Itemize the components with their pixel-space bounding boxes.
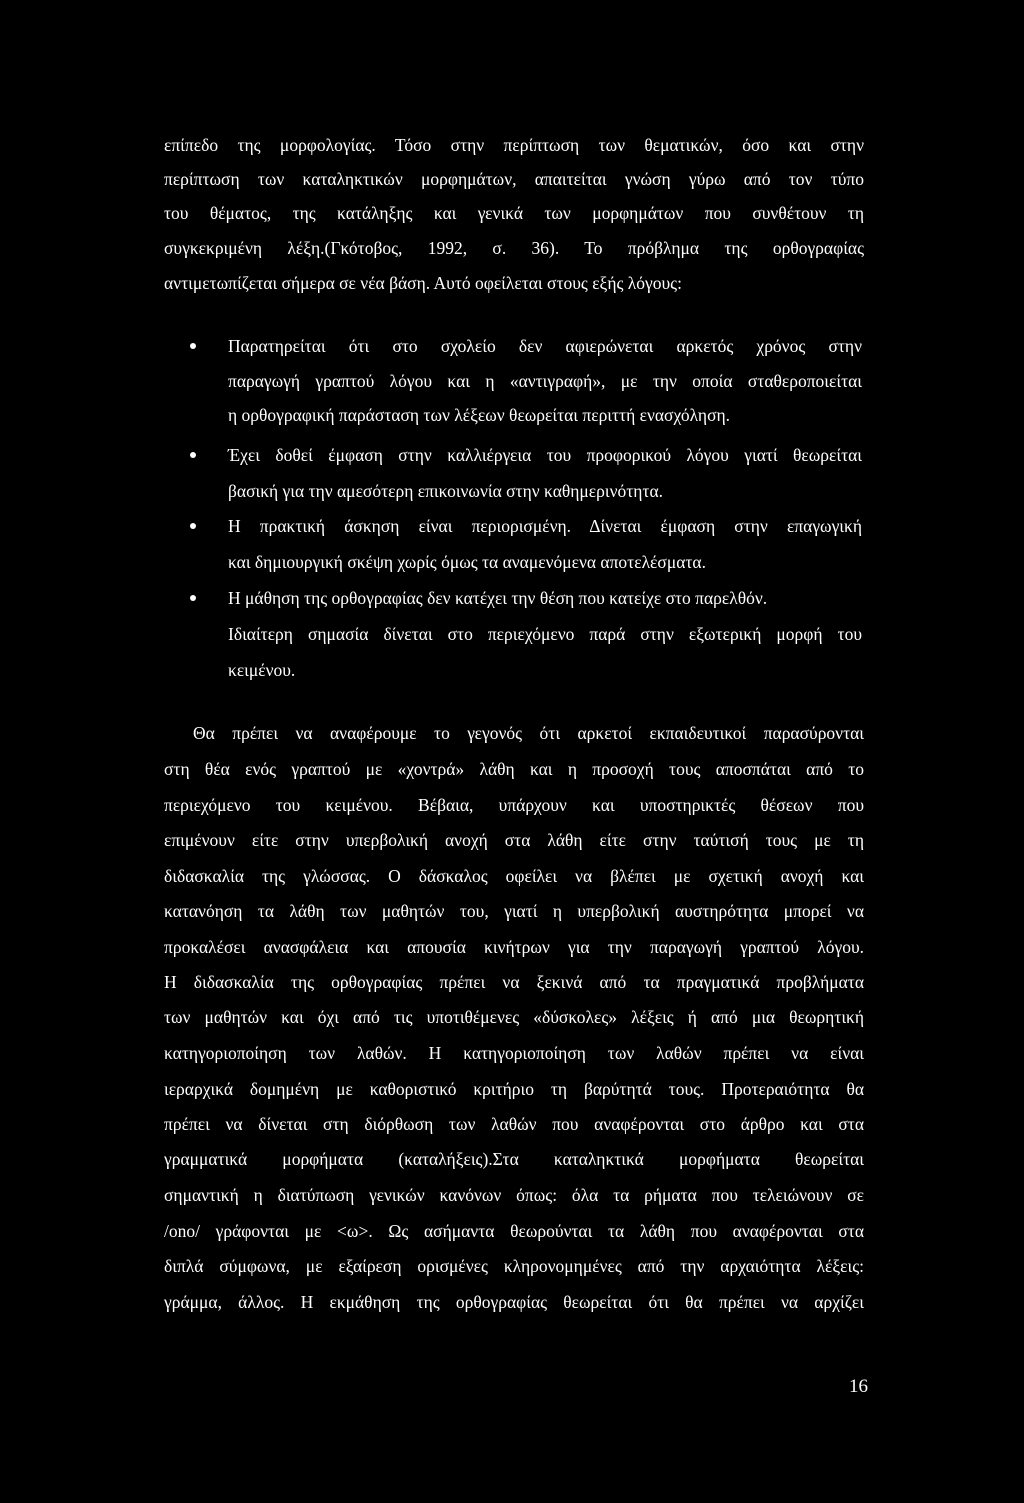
body-line: διδασκαλία της γλώσσας. Ο δάσκαλος οφείλει να βλέπει με σχετική ανοχή και [164,866,864,886]
bullet-dot [190,523,196,529]
bullet-dot [190,595,196,601]
body-line: στη θέα ενός γραπτού με «χοντρά» λάθη και η προσοχή τους αποσπάται από το [164,759,864,779]
body-line: διπλά σύμφωνα, με εξαίρεση ορισμένες κληρονομημένες από την αρχαιότητα λέξεις: [164,1256,864,1276]
body-line: γραμματικά μορφήματα (καταλήξεις).Στα καταληκτικά μορφήματα θεωρείται [164,1149,864,1169]
bullet-line: βασική για την αμεσότερη επικοινωνία στην καθημερινότητα. [228,481,663,501]
bullet-line: και δημιουργική σκέψη χωρίς όμως τα αναμενόμενα αποτελέσματα. [228,552,706,572]
body-line: προκαλέσει ανασφάλεια και απουσία κινήτρων για την παραγωγή γραπτού λόγου. [164,937,864,957]
body-line: επιμένουν είτε στην υπερβολική ανοχή στα λάθη είτε στην ταύτισή τους με τη [164,830,864,850]
intro-line: συγκεκριμένη λέξη.(Γκότοβος, 1992, σ. 36). Το πρόβλημα της ορθογραφίας [164,238,864,258]
intro-line: επίπεδο της μορφολογίας. Τόσο στην περίπτωση των θεματικών, όσο και στην [164,135,864,155]
intro-line: αντιμετωπίζεται σήμερα σε νέα βάση. Αυτό οφείλεται στους εξής λόγους: [164,273,682,293]
body-line: ιεραρχικά δομημένη με καθοριστικό κριτήριο τη βαρύτητά τους. Προτεραιότητα θα [164,1079,864,1099]
body-line: κατηγοριοποίηση των λαθών. Η κατηγοριοποίηση των λαθών πρέπει να είναι [164,1043,864,1063]
body-line: κατανόηση τα λάθη των μαθητών του, γιατί η υπερβολική αυστηρότητα μπορεί να [164,901,864,921]
bullet-line: Έχει δοθεί έμφαση στην καλλιέργεια του προφορικού λόγου γιατί θεωρείται [228,445,862,465]
body-line: πρέπει να δίνεται στη διόρθωση των λαθών που αναφέρονται στο άρθρο και στα [164,1114,864,1134]
bullet-line: Ιδιαίτερη σημασία δίνεται στο περιεχόμενο παρά στην εξωτερική μορφή του [228,624,862,644]
body-line: των μαθητών και όχι από τις υποτιθέμενες «δύσκολες» λέξεις ή από μια θεωρητική [164,1007,864,1027]
body-line: Θα πρέπει να αναφέρουμε το γεγονός ότι αρκετοί εκπαιδευτικοί παρασύρονται [193,723,864,743]
bullet-line: η ορθογραφική παράσταση των λέξεων θεωρείται περιττή ενασχόληση. [228,405,731,425]
bullet-line: Παρατηρείται ότι στο σχολείο δεν αφιερώνεται αρκετός χρόνος στην [228,336,862,356]
bullet-line: κειμένου. [228,660,296,680]
bullet-line: παραγωγή γραπτού λόγου και η «αντιγραφή», με την οποία σταθεροποιείται [228,371,862,391]
body-line: γράμμα, άλλος. Η εκμάθηση της ορθογραφίας θεωρείται ότι θα πρέπει να αρχίζει [164,1292,864,1312]
body-line: Η διδασκαλία της ορθογραφίας πρέπει να ξεκινά από τα πραγματικά προβλήματα [164,972,864,992]
body-line: σημαντική η διατύπωση γενικών κανόνων όπως: όλα τα ρήματα που τελειώνουν σε [164,1185,864,1205]
intro-line: περίπτωση των καταληκτικών μορφημάτων, απαιτείται γνώση γύρω από τον τύπο [164,169,864,189]
body-line: περιεχόμενο του κειμένου. Βέβαια, υπάρχουν και υποστηρικτές θέσεων που [164,795,864,815]
intro-line: του θέματος, της κατάληξης και γενικά των μορφημάτων που συνθέτουν τη [164,203,864,223]
bullet-dot [190,452,196,458]
bullet-line: Η μάθηση της ορθογραφίας δεν κατέχει την θέση που κατείχε στο παρελθόν. [228,588,768,608]
body-line: /ono/ γράφονται με <ω>. Ως ασήμαντα θεωρούνται τα λάθη που αναφέρονται στα [164,1221,864,1241]
bullet-dot [190,343,196,349]
page-number: 16 [849,1376,868,1397]
bullet-line: Η πρακτική άσκηση είναι περιορισμένη. Δίνεται έμφαση στην επαγωγική [228,516,862,536]
